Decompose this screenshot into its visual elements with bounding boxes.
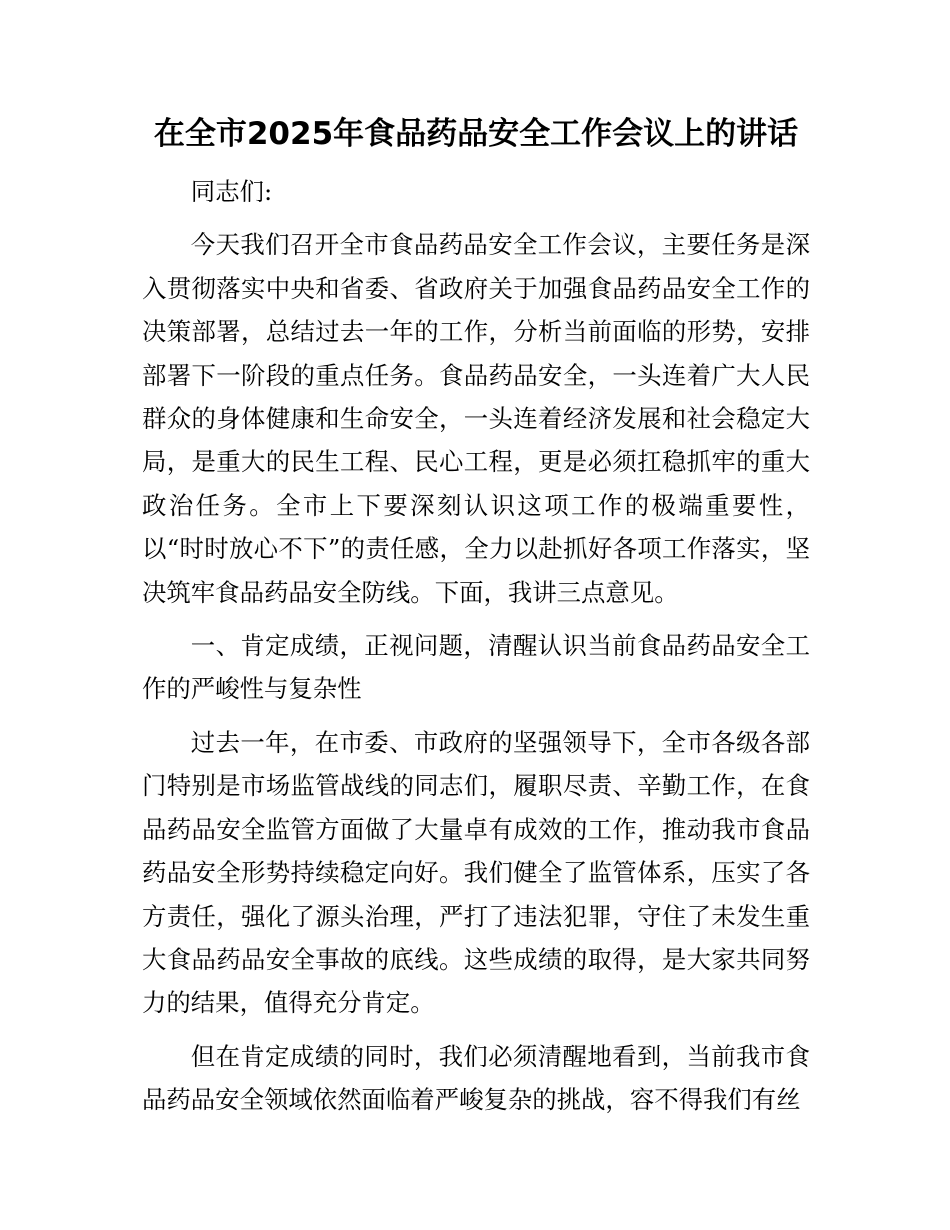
section-heading-1: 一、肯定成绩，正视问题，清醒认识当前食品药品安全工作的严峻性与复杂性 xyxy=(142,631,810,704)
paragraph-challenges: 但在肯定成绩的同时，我们必须清醒地看到，当前我市食品药品安全领域依然面临着严峻复杂的挑战，容不得我们有丝 xyxy=(142,1041,810,1115)
document-page xyxy=(142,112,810,1132)
salutation: 同志们: xyxy=(190,177,273,206)
paragraph-intro: 今天我们召开全市食品药品安全工作会议，主要任务是深入贯彻落实中央和省委、省政府关于加强食品药品安全工作的决策部署，总结过去一年的工作，分析当前面临的形势，安排部署下一阶段的重点任务。食品药品安全，一头连着广大人民群众的身体健康和生命安全，一头连着经济发展和社会稳定大局，是重大的民生工程、民心工程，更是必须扛稳抓牢的重大政治任务。全市上下要深刻认识这项工作的极端重要性，以“时时放心不下”的责任感，全力以赴抓好各项工作落实，坚决筑牢食品药品安全防线。下面，我讲三点意见。 xyxy=(142,230,810,607)
document-title: 在全市2025年食品药品安全工作会议上的讲话 xyxy=(153,116,799,152)
paragraph-achievements: 过去一年，在市委、市政府的坚强领导下，全市各级各部门特别是市场监管战线的同志们，履职尽责、辛勤工作，在食品药品安全监管方面做了大量卓有成效的工作，推动我市食品药品安全形势持续稳定向好。我们健全了监管体系，压实了各方责任，强化了源头治理，严打了违法犯罪，守住了未发生重大食品药品安全事故的底线。这些成绩的取得，是大家共同努力的结果，值得充分肯定。 xyxy=(142,727,810,1018)
